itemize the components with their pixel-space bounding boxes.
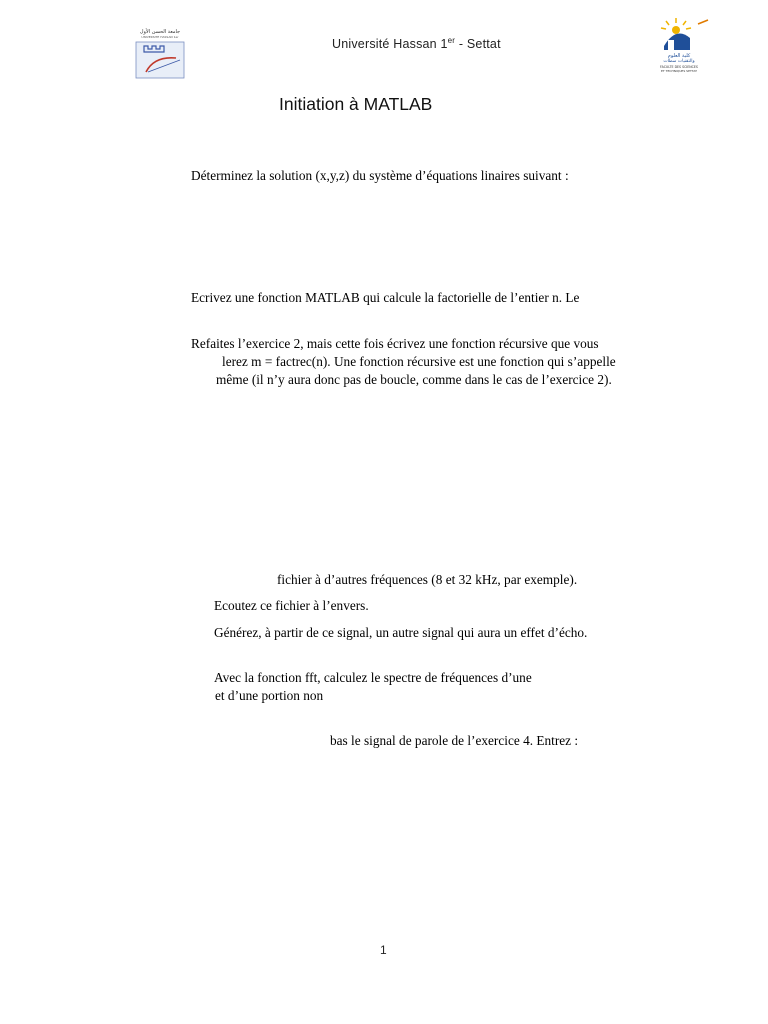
exercise-3-line-1: Refaites l’exercice 2, mais cette fois écrivez une fonction récursive que vous [191,336,599,351]
logo-right-arabic-2: والتقنيات سطات [663,59,695,64]
exercise-2-text: Ecrivez une fonction MATLAB qui calcule la factorielle de l’entier n. Le [191,290,580,305]
logo-right-latin-1: FACULTE DES SCIENCES [660,65,698,69]
exercise-4-line-3: Générez, à partir de ce signal, un autre signal qui aura un effet d’écho. [214,625,588,640]
exercise-6-text: bas le signal de parole de l’exercice 4. Entrez : [330,733,579,748]
exercise-4-line-1: fichier à d’autres fréquences (8 et 32 kHz, par exemple). [277,572,578,587]
header-city: - Settat [455,37,501,51]
exercise-5-line-2: et d’une portion non [215,688,324,703]
logo-right-arabic-1: كلية العلوم [667,53,691,59]
document-title: Initiation à MATLAB [279,94,433,114]
logo-left-latin: UNIVERSITE HASSAN 1er [141,35,179,39]
page-number: 1 [380,943,387,957]
sun-rays-icon [661,18,708,34]
exercise-5-line-1: Avec la fonction fft, calculez le spectre de fréquences d’une [214,670,532,685]
header-superscript: er [447,36,456,45]
header-title [332,36,501,51]
logo-left-arabic: جامعة الحسن الأول [139,29,181,35]
exercise-1-text: Déterminez la solution (x,y,z) du système d’équations linaires suivant : [191,168,569,183]
university-logo [132,26,188,80]
header-university: Université Hassan 1 [332,37,448,51]
exercise-3-line-2: lerez m = factrec(n). Une fonction récursive est une fonction qui s’appelle [222,354,616,369]
logo-right-latin-2: ET TECHNIQUES SETTAT [660,69,698,73]
exercise-3-line-3: même (il n’y aura donc pas de boucle, comme dans le cas de l’exercice 2). [216,372,612,387]
faculty-logo [646,16,712,76]
exercise-4-line-2: Ecoutez ce fichier à l’envers. [214,598,369,613]
